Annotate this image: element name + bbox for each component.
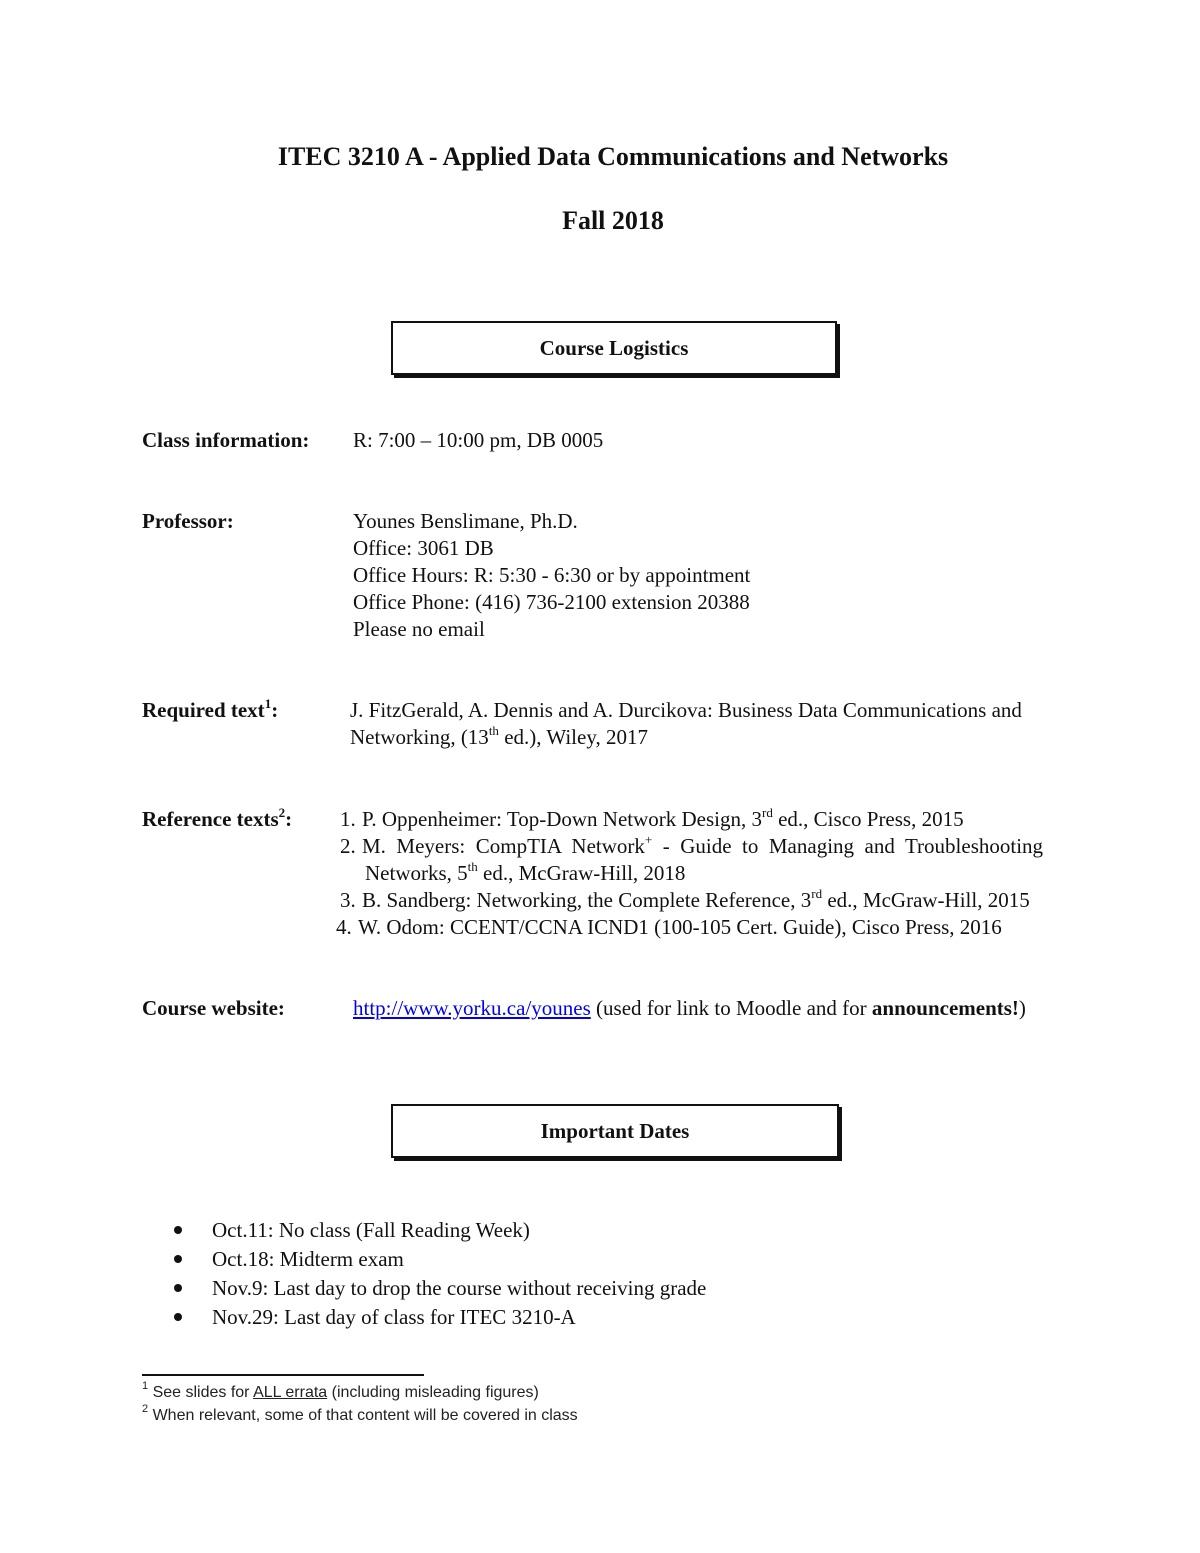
bullet-icon: [174, 1313, 182, 1321]
reference-item-2-cont-pre: Networks, 5: [365, 861, 468, 885]
reference-item-2-cont-post: ed., McGraw-Hill, 2018: [477, 861, 686, 885]
class-info-value: R: 7:00 – 10:00 pm, DB 0005: [353, 428, 604, 452]
professor-office-phone: Office Phone: (416) 736-2100 extension 20388: [353, 590, 750, 614]
reference-item-1: [362, 807, 964, 832]
professor-office-hours: Office Hours: R: 5:30 - 6:30 or by appointment: [353, 563, 751, 587]
reference-item-3-pre: B. Sandberg: Networking, the Complete Reference, 3: [362, 888, 812, 912]
required-text-line2-pre: Networking, (13: [350, 725, 489, 749]
professor-email-note: Please no email: [353, 617, 485, 641]
reference-texts-label-text: Reference texts: [142, 807, 279, 831]
required-text-line2-post: ed.), Wiley, 2017: [498, 725, 648, 749]
reference-item-2-pre: M. Meyers: CompTIA Network: [362, 834, 645, 858]
reference-item-2-cont-sup: th: [467, 859, 478, 874]
reference-item-2-post: - Guide to Managing and Troubleshooting: [652, 834, 1044, 858]
bullet-icon: [174, 1255, 182, 1263]
reference-num-1: 1.: [340, 807, 356, 831]
footnote-1-num: 1: [142, 1379, 149, 1392]
bullet-icon: [174, 1284, 182, 1292]
footnote-2: [142, 1402, 578, 1425]
reference-item-3-post: ed., McGraw-Hill, 2015: [822, 888, 1030, 912]
footnote-2-num: 2: [142, 1402, 149, 1415]
course-title: ITEC 3210 A - Applied Data Communications and Networks: [277, 142, 949, 171]
date-item-1: Oct.11: No class (Fall Reading Week): [212, 1218, 530, 1242]
required-text-line2-sup: th: [488, 723, 499, 738]
section-header-dates-label: Important Dates: [540, 1118, 690, 1143]
required-text-line1: J. FitzGerald, A. Dennis and A. Durcikova: Business Data Communications and: [350, 698, 1022, 722]
date-item-2: Oct.18: Midterm exam: [212, 1247, 404, 1271]
reference-num-4: 4.: [336, 915, 352, 939]
section-header-logistics-label: Course Logistics: [539, 335, 689, 360]
footnote-1-post: (including misleading figures): [327, 1384, 539, 1401]
reference-item-2-cont: [365, 861, 685, 886]
professor-office: Office: 3061 DB: [353, 536, 494, 560]
section-header-logistics: [391, 321, 837, 375]
reference-item-1-post: ed., Cisco Press, 2015: [772, 807, 964, 831]
footnote-ref-2: 2: [278, 805, 286, 820]
footnote-2-text: When relevant, some of that content will be covered in class: [148, 1407, 578, 1424]
professor-name: Younes Benslimane, Ph.D.: [353, 509, 578, 533]
course-website-note-pre: (used for link to Moodle and for: [590, 996, 872, 1020]
reference-item-1-pre: P. Oppenheimer: Top-Down Network Design, 3: [362, 807, 763, 831]
footnote-1-underline: ALL errata: [253, 1384, 328, 1401]
course-website-link[interactable]: http://www.yorku.ca/younes: [353, 996, 591, 1020]
reference-num-3: 3.: [340, 888, 356, 912]
footnote-ref-1: 1: [264, 696, 272, 711]
class-info-label: Class information:: [142, 428, 310, 452]
course-website-note-post: ): [1018, 996, 1026, 1020]
section-header-dates: [391, 1104, 839, 1158]
course-website-label: Course website:: [142, 996, 285, 1020]
date-item-4: Nov.29: Last day of class for ITEC 3210-A: [212, 1305, 576, 1329]
reference-item-4: W. Odom: CCENT/CCNA ICND1 (100-105 Cert. Guide), Cisco Press, 2016: [358, 915, 1002, 939]
reference-item-3: [362, 888, 1030, 913]
course-website-value: [353, 996, 1026, 1021]
reference-texts-label: [142, 807, 292, 832]
date-item-3: Nov.9: Last day to drop the course without receiving grade: [212, 1276, 707, 1300]
bullet-icon: [174, 1226, 182, 1234]
reference-item-3-sup: rd: [811, 886, 823, 901]
footnote-1: [142, 1379, 539, 1402]
reference-item-1-sup: rd: [762, 805, 773, 820]
required-text-label: [142, 698, 278, 723]
reference-item-2: [362, 834, 1043, 859]
reference-item-2-sup: +: [644, 832, 653, 847]
course-website-note-bold: announcements!: [871, 996, 1019, 1020]
reference-texts-label-colon: :: [285, 807, 293, 831]
reference-num-2: 2.: [340, 834, 356, 858]
footnote-separator: [142, 1374, 424, 1376]
required-text-label-text: Required text: [142, 698, 265, 722]
professor-label: Professor:: [142, 509, 234, 533]
footnote-1-pre: See slides for: [148, 1384, 254, 1401]
course-term: Fall 2018: [562, 206, 664, 235]
required-text-label-colon: :: [271, 698, 279, 722]
required-text-line2: [350, 725, 648, 750]
